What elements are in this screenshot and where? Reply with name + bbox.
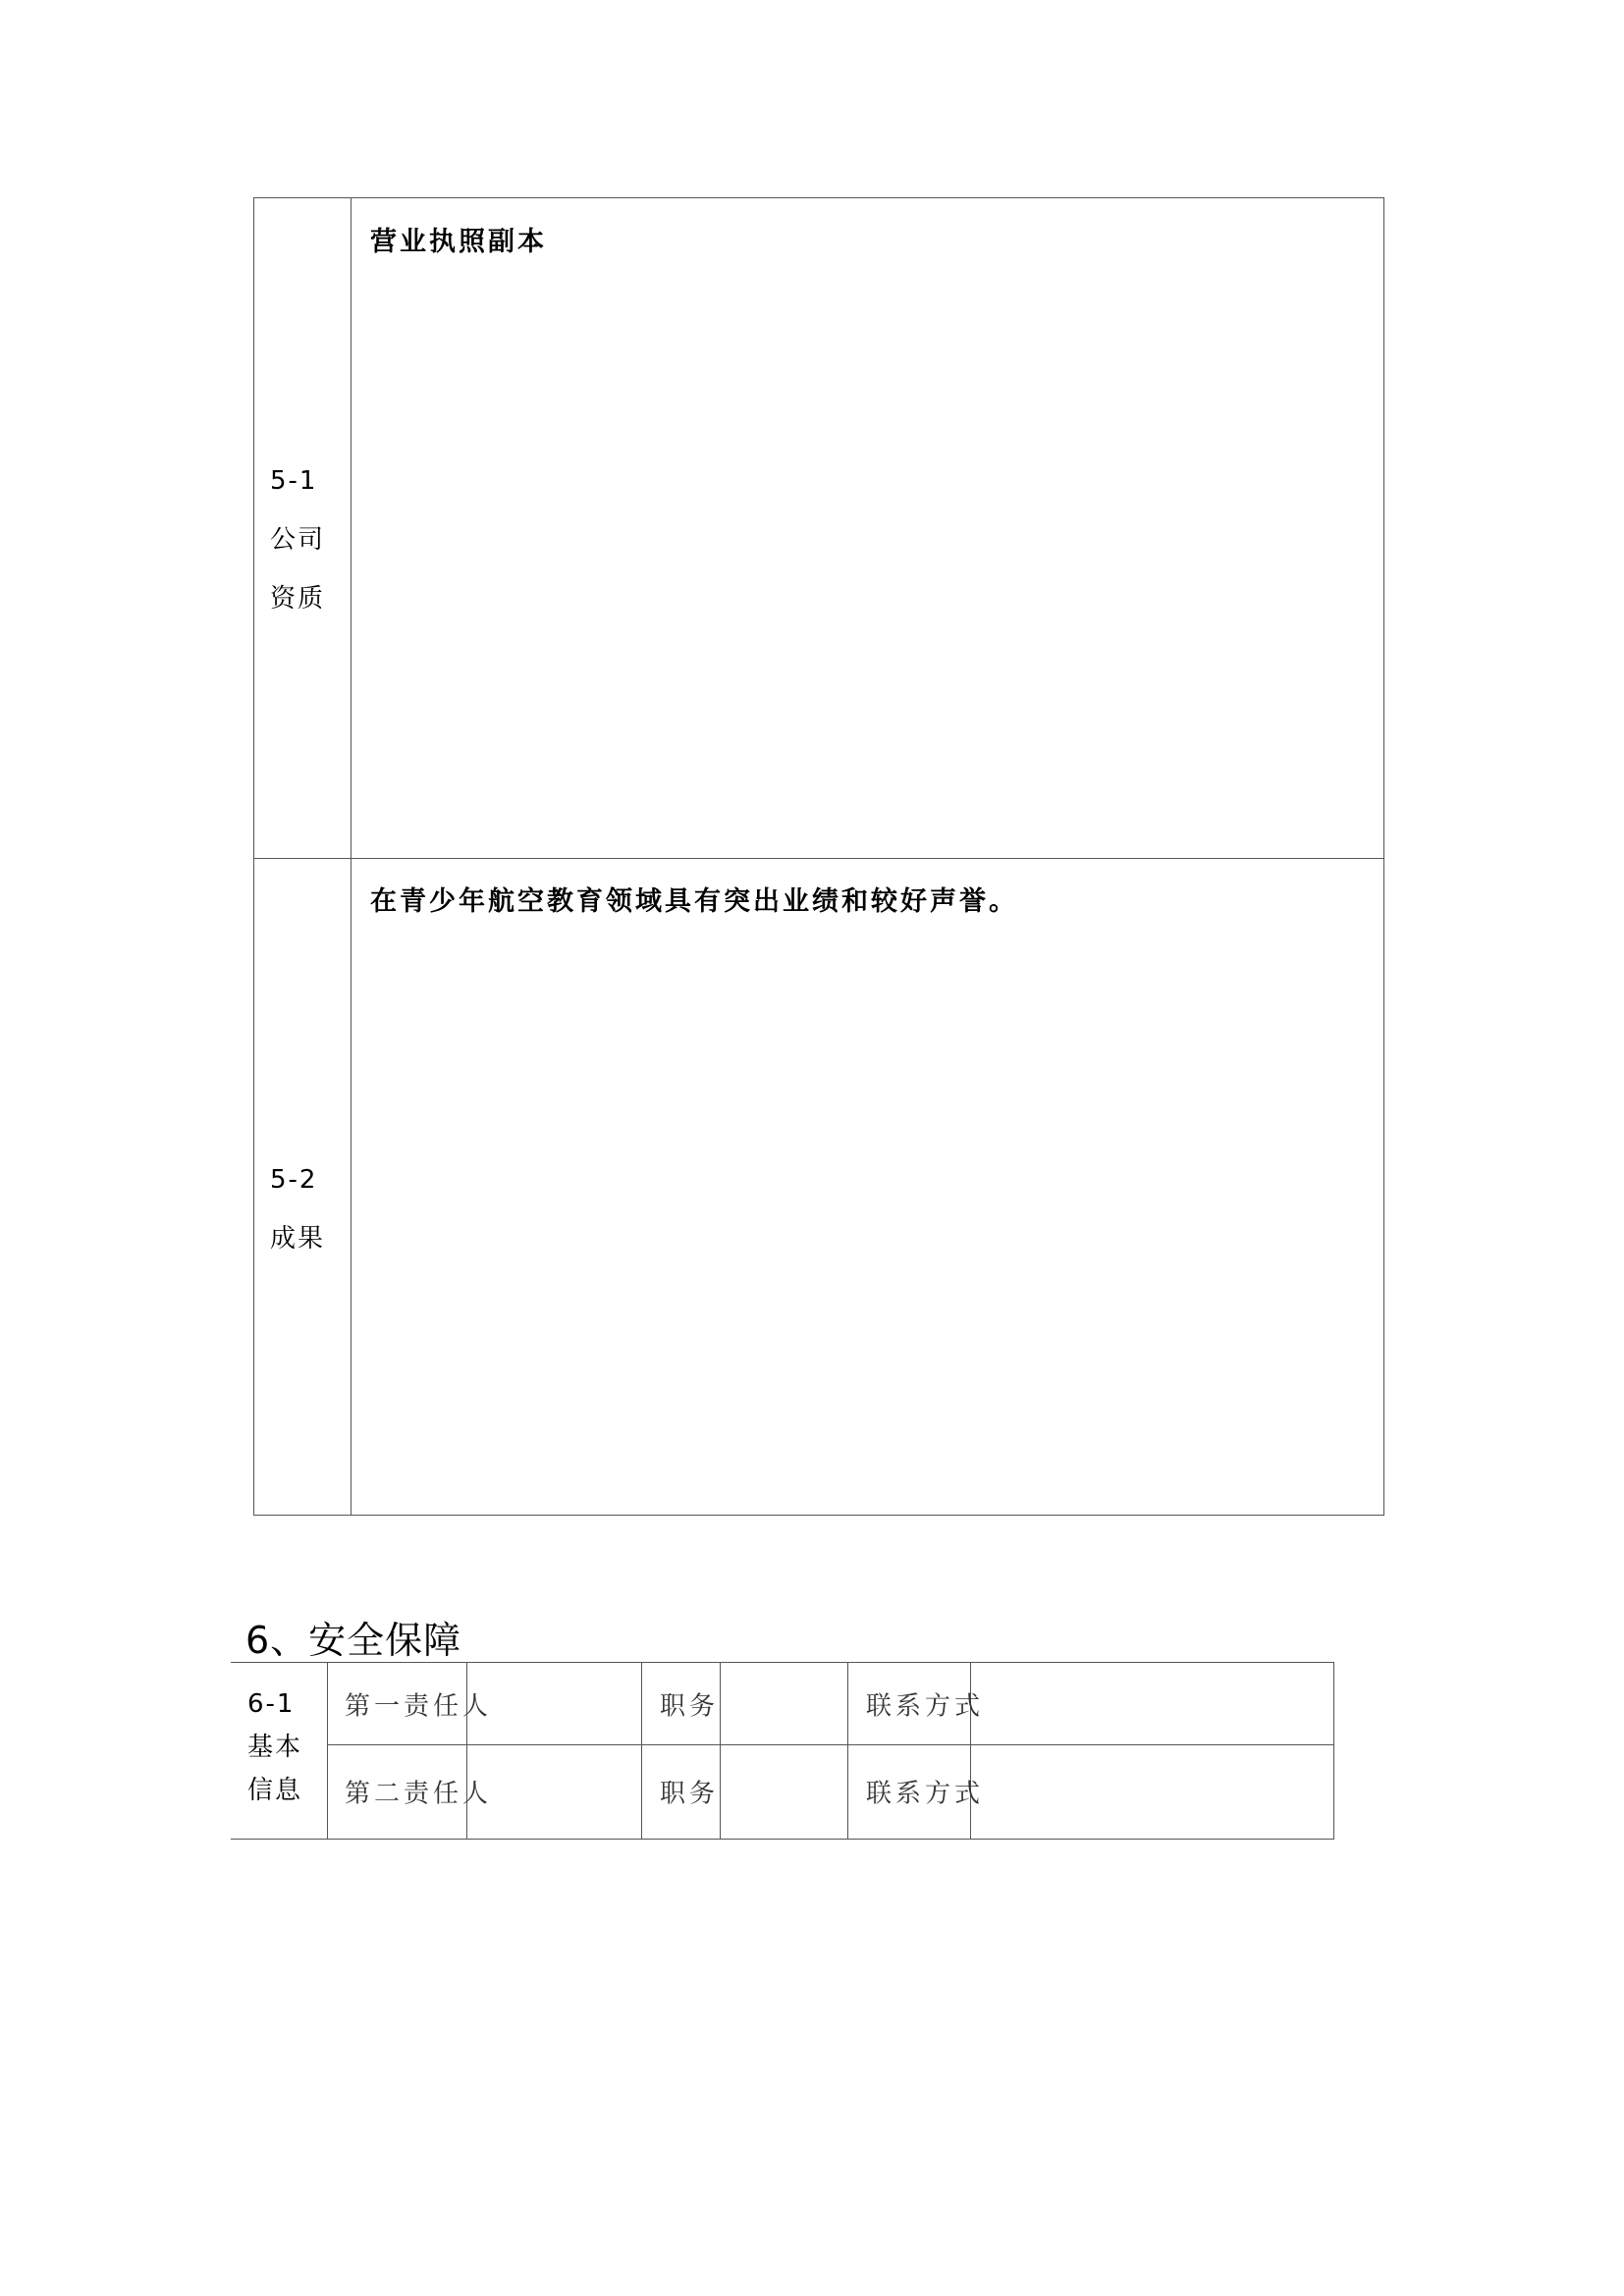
responsible-label-cell (327, 1663, 493, 1744)
label-line: 信息 (247, 1776, 303, 1805)
row-content: 营业执照副本 (370, 227, 547, 257)
position-value-field[interactable] (721, 1663, 848, 1744)
contact-label-cell (848, 1744, 985, 1839)
responsible-value-field[interactable] (467, 1744, 642, 1839)
responsible-label-cell (327, 1744, 493, 1839)
responsible-label: 第二责任人 (345, 1779, 493, 1809)
label-line: 6-1 (247, 1689, 296, 1719)
row-label-cell (254, 858, 352, 1515)
responsible-value-field[interactable] (467, 1663, 642, 1744)
position-label-cell (642, 1663, 721, 1744)
contact-label-cell (848, 1663, 985, 1744)
safety-info-table (231, 1662, 1334, 1840)
position-label-cell (642, 1744, 721, 1839)
table-row-5-1 (254, 198, 1383, 859)
label-line: 成果 (270, 1224, 326, 1254)
table-row (327, 1744, 1333, 1839)
position-label: 职务 (660, 1779, 720, 1809)
contact-label: 联系方式 (866, 1691, 985, 1721)
table-row (327, 1663, 1333, 1745)
section-heading: 6、安全保障 (245, 1619, 462, 1662)
row-label (247, 1682, 316, 1812)
contact-value-field[interactable] (971, 1744, 1333, 1839)
row-content: 在青少年航空教育领域具有突出业绩和较好声誉。 (370, 886, 1018, 917)
responsible-label: 第一责任人 (345, 1691, 493, 1721)
row-label (270, 1150, 339, 1268)
position-label: 职务 (660, 1691, 720, 1721)
table-row-5-2 (254, 858, 1383, 1515)
row-label (270, 452, 339, 628)
label-line: 资质 (270, 584, 326, 614)
contact-value-field[interactable] (971, 1663, 1333, 1744)
row-label-cell (254, 198, 352, 858)
label-line: 公司 (270, 525, 326, 555)
label-line: 基本 (247, 1733, 303, 1762)
label-line: 5-2 (270, 1165, 318, 1195)
position-value-field[interactable] (721, 1744, 848, 1839)
qualification-table (253, 197, 1384, 1516)
label-line: 5-1 (270, 466, 318, 496)
row-label-cell (231, 1663, 328, 1839)
contact-label: 联系方式 (866, 1779, 985, 1809)
